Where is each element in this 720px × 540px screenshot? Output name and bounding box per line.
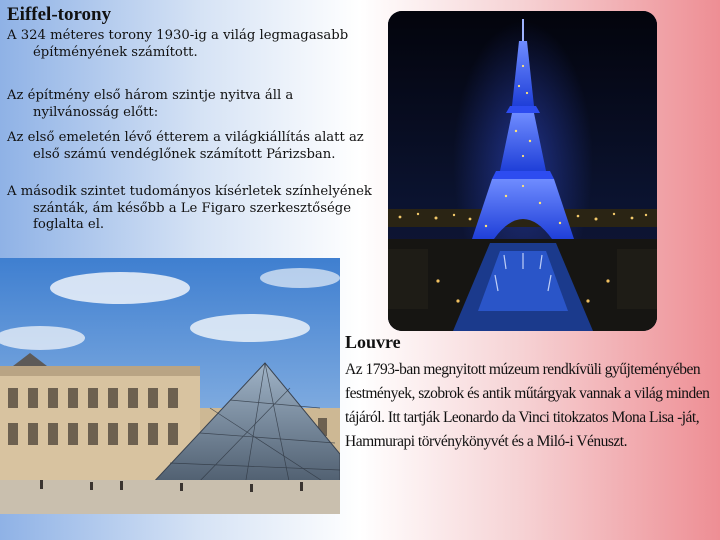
louvre-title: Louvre bbox=[345, 332, 401, 352]
eiffel-paragraph-height: A 324 méteres torony 1930-ig a világ legmagasabb építményének számított. bbox=[7, 28, 349, 60]
louvre-paragraph: Az 1793-ban megnyitott múzeum rendkívüli gyűjteményében festmények, szobrok és antik műtárgyak vannak a világ minden tájáról. Itt tartják Leonardo da Vinci titokzatos Mona Lisa -ját, Hammurapi törvénykönyvét és a Miló-i Vénuszt. bbox=[345, 361, 710, 450]
eiffel-paragraph-levels: Az építmény első három szintje nyitva áll a nyilvánosság előtt: bbox=[7, 88, 294, 120]
louvre-pyramid-photo bbox=[0, 258, 340, 514]
eiffel-tower-photo bbox=[388, 11, 657, 331]
eiffel-title: Eiffel-torony bbox=[7, 4, 112, 25]
eiffel-paragraph-restaurant: Az első emeletén lévő étterem a világkiállítás alatt az első számú vendéglőnek számított Párizsban. bbox=[7, 130, 364, 162]
eiffel-paragraph-second-level: A második szintet tudományos kísérletek színhelyének szánták, ám később a Le Figaro szerkesztősége foglalta el. bbox=[7, 184, 372, 232]
